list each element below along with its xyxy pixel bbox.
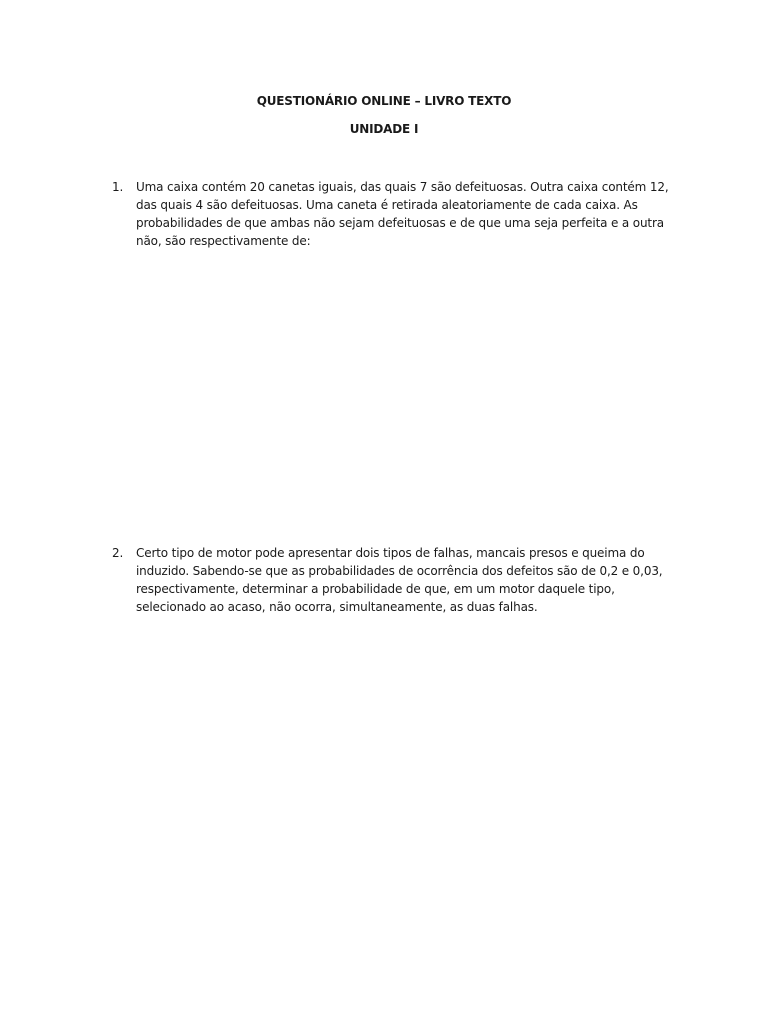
document-subtitle: UNIDADE I <box>349 122 419 136</box>
question-text: Certo tipo de motor pode apresentar dois tipos de falhas, mancais presos e queima do induzido. Sabendo-se que as probabilidades de ocorrência dos defeitos são de 0,2 e 0,03, respectivamente, determinar a probabilidade de que, em um motor daquele tipo, selecionado ao acaso, não ocorra, simultaneamente, as duas falhas. <box>136 546 663 614</box>
question-text: Uma caixa contém 20 canetas iguais, das quais 7 são defeituosas. Outra caixa contém 12, das quais 4 são defeituosas. Uma caneta é retirada aleatoriamente de cada caixa. As probabilidades de que ambas não sejam defeituosas e de que uma seja perfeita e a outra não, são respectivamente de: <box>136 180 669 248</box>
question-number: 2. <box>112 546 124 560</box>
question-item <box>112 178 672 250</box>
question-item <box>112 544 672 616</box>
question-number: 1. <box>112 180 124 194</box>
document-title: QUESTIONÁRIO ONLINE – LIVRO TEXTO <box>256 94 512 108</box>
